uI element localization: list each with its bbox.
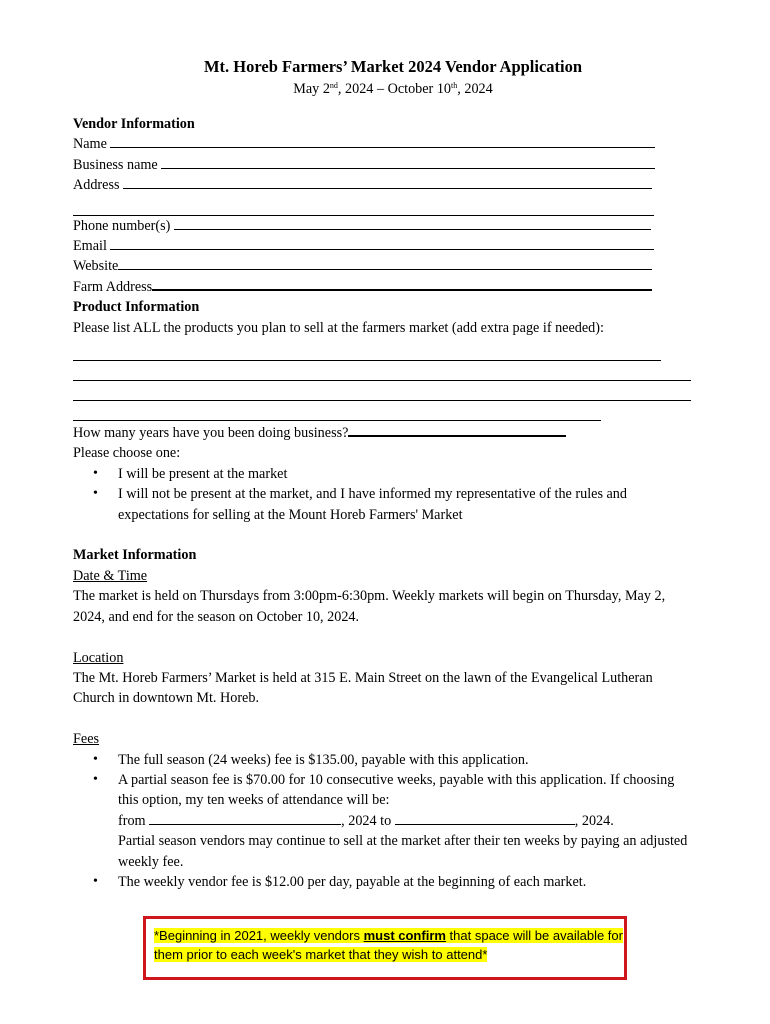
product-instructions: Please list ALL the products you plan to sell at the farmers market (add extra page if needed):	[73, 319, 604, 336]
option-not-present[interactable]: • I will not be present at the market, and I have informed my representative of the rules and expectations for selling at the Mount Horeb Farmers' Market	[118, 484, 693, 525]
market-dates: May 2nd, 2024 – October 10th, 2024	[293, 81, 493, 97]
address-row: Address	[73, 175, 693, 195]
name-field[interactable]	[110, 135, 655, 148]
years-row: How many years have you been doing business?	[73, 423, 693, 443]
partial-start-field[interactable]	[149, 812, 341, 825]
fee-weekly: • The weekly vendor fee is $12.00 per day, payable at the beginning of each market.	[118, 872, 693, 892]
address-field-line2[interactable]	[73, 196, 654, 216]
products-line-4[interactable]	[73, 401, 601, 421]
page-title: Mt. Horeb Farmers’ Market 2024 Vendor Application	[203, 57, 583, 76]
phone-field[interactable]	[174, 217, 651, 230]
years-field[interactable]	[348, 423, 566, 437]
option-present[interactable]: • I will be present at the market	[118, 464, 693, 484]
fees-list	[73, 750, 693, 893]
fee-partial-season: • A partial season fee is $70.00 for 10 consecutive weeks, payable with this application. If choosing this option, my ten weeks of attendance will be: from , 2024 to , 2024. Partial season vendors may continue to sell at the market after their ten weeks by paying an adjusted weekly fee.	[118, 770, 693, 872]
farm-address-row: Farm Address	[73, 277, 693, 297]
phone-row: Phone number(s)	[73, 216, 693, 236]
vendor-info-heading: Vendor Information	[73, 116, 195, 132]
market-info-heading: Market Information	[73, 547, 197, 564]
date-time-text: The market is held on Thursdays from 3:00pm-6:30pm. Weekly markets will begin on Thursday, May 2, 2024, and end for the season on October 10, 2024.	[73, 588, 666, 625]
partial-end-field[interactable]	[395, 812, 575, 825]
presence-options	[73, 464, 693, 525]
application-form	[73, 56, 693, 892]
notice-emphasis: must confirm	[363, 928, 446, 943]
business-row: Business name	[73, 155, 693, 175]
notice-text: *Beginning in 2021, weekly vendors must confirm that space will be available for them prior to each week's market that they wish to attend*	[154, 928, 623, 962]
farm-address-field[interactable]	[152, 277, 652, 291]
weekly-vendor-notice	[143, 916, 627, 980]
website-field[interactable]	[118, 257, 652, 270]
choose-label: Please choose one:	[73, 445, 181, 462]
product-info-heading: Product Information	[73, 299, 200, 316]
products-line-2[interactable]	[73, 361, 691, 381]
products-line-1[interactable]	[73, 338, 661, 361]
location-text: The Mt. Horeb Farmers’ Market is held at 315 E. Main Street on the lawn of the Evangelical Lutheran Church in downtown Mt. Horeb.	[73, 669, 653, 707]
date-time-heading: Date & Time	[73, 567, 148, 584]
email-field[interactable]	[110, 237, 654, 250]
fees-heading: Fees	[73, 731, 100, 748]
business-name-field[interactable]	[161, 156, 655, 169]
email-row: Email	[73, 236, 693, 256]
partial-note: Partial season vendors may continue to sell at the market after their ten weeks by paying an adjusted weekly fee.	[118, 833, 688, 870]
address-field[interactable]	[123, 176, 652, 189]
products-line-3[interactable]	[73, 381, 691, 401]
location-heading: Location	[73, 649, 124, 666]
name-row: Name	[73, 134, 693, 154]
partial-weeks-row: from , 2024 to , 2024.	[118, 812, 614, 829]
fee-full-season: • The full season (24 weeks) fee is $135.00, payable with this application.	[118, 750, 693, 770]
website-row: Website	[73, 256, 693, 276]
